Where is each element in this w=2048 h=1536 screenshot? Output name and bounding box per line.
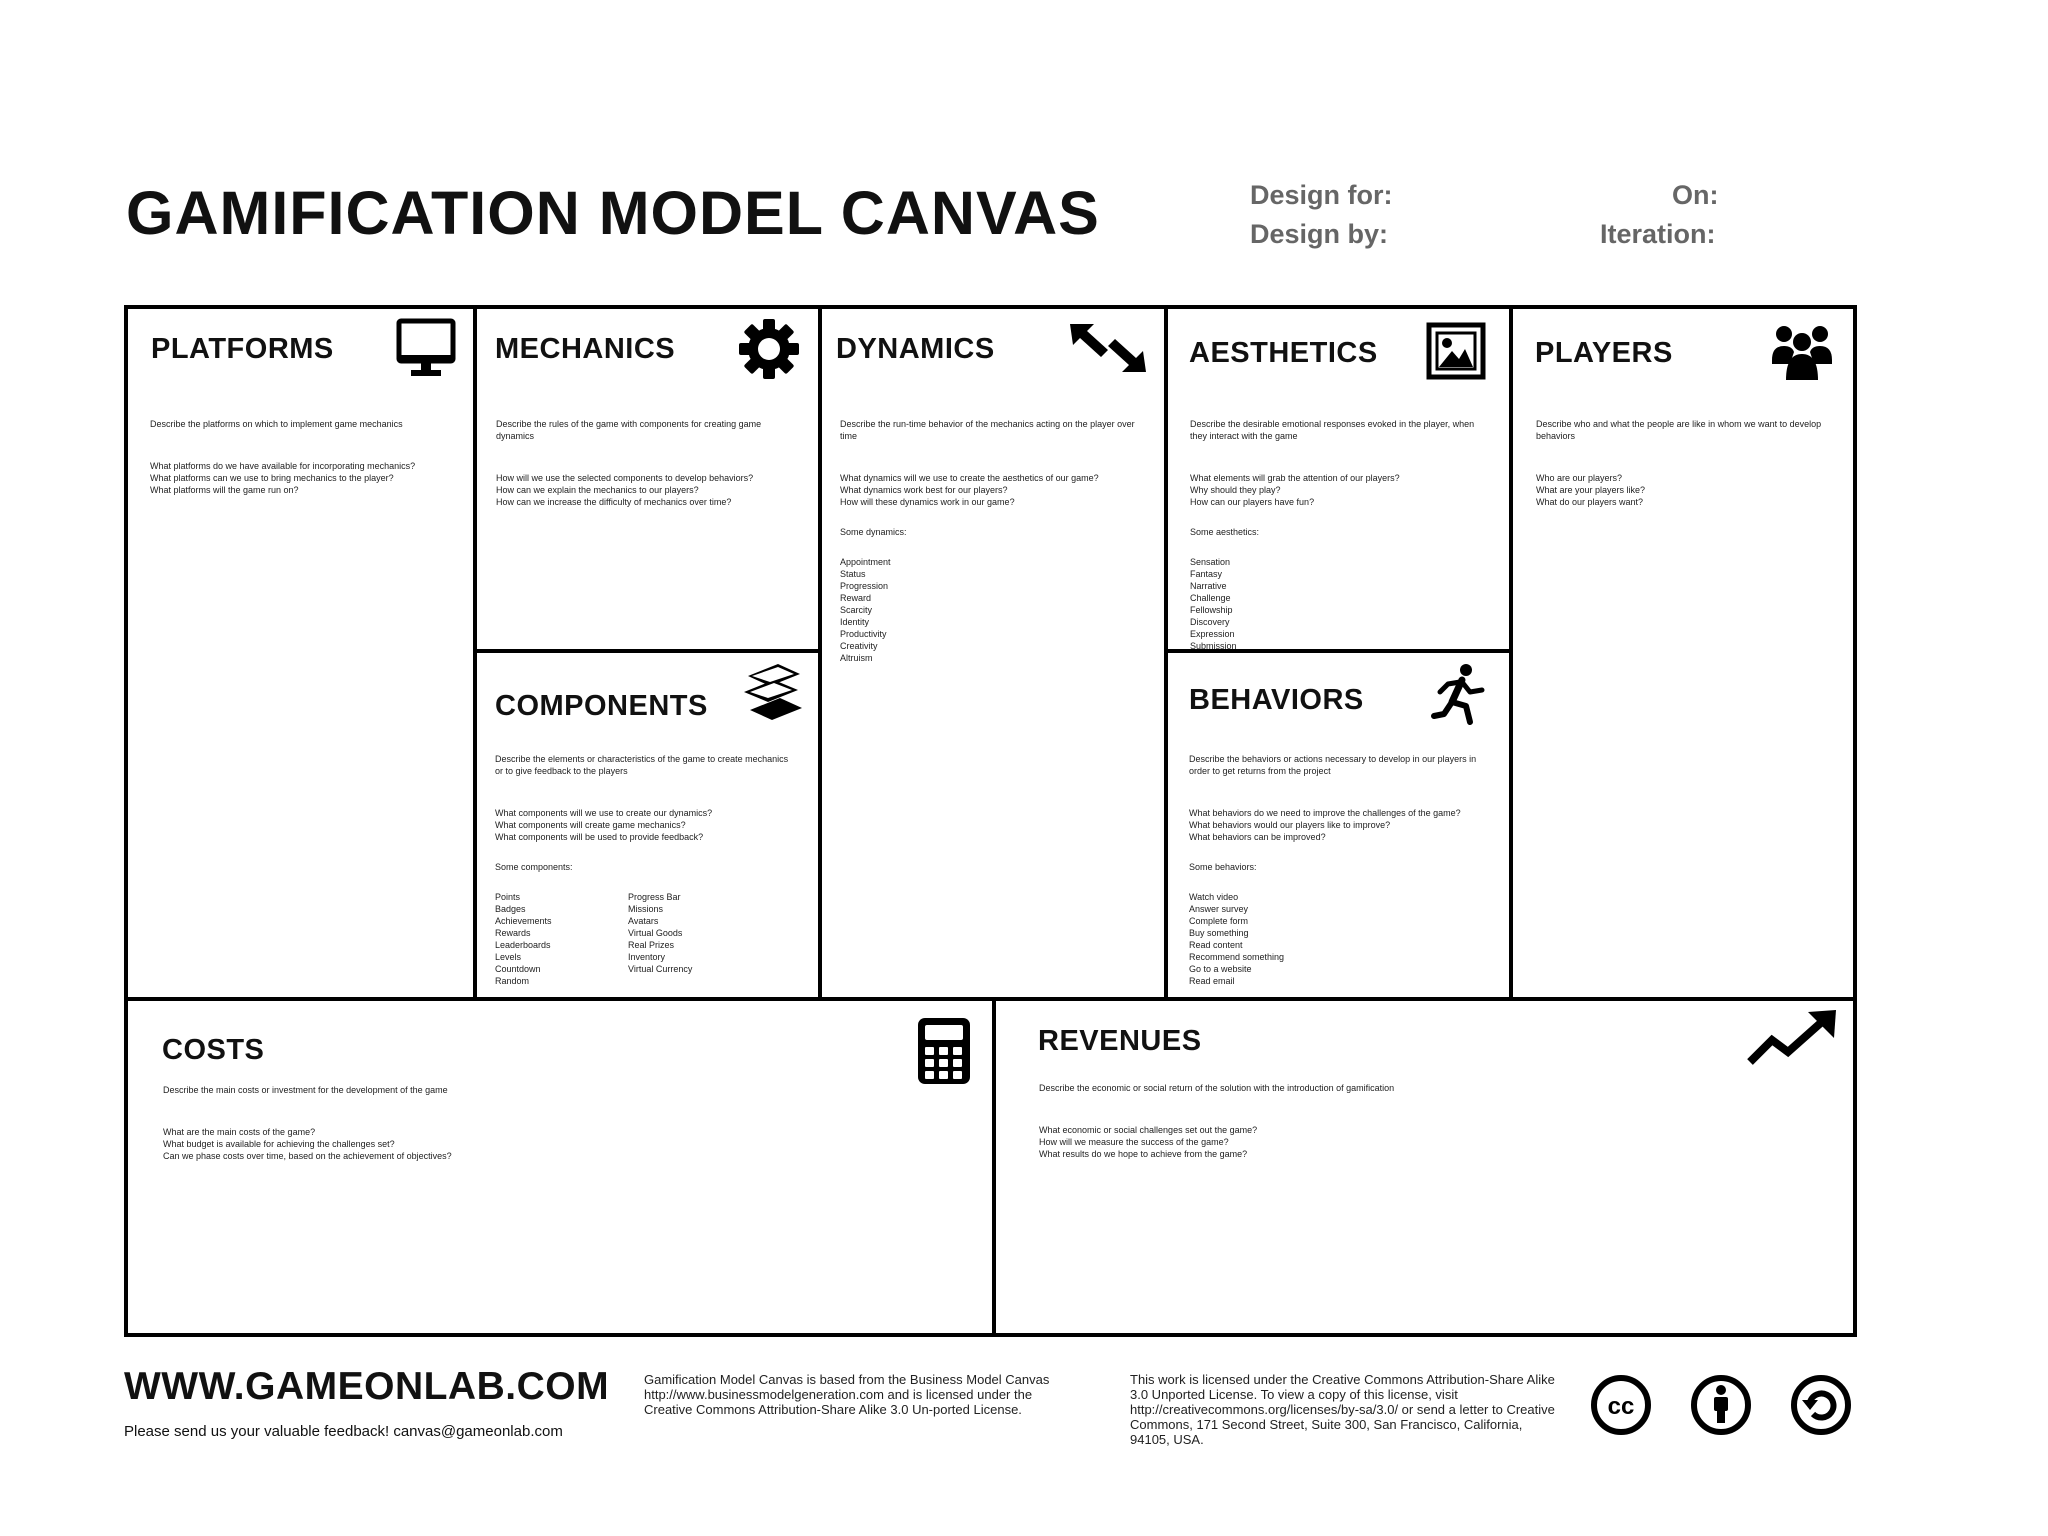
components-desc-text: Describe the elements or characteristics of the game to create mechanics or to give feedback to the players [495, 754, 789, 776]
players-title: PLAYERS [1535, 337, 1673, 369]
revenues-title: REVENUES [1038, 1025, 1202, 1057]
arrows-icon [1068, 320, 1148, 376]
mechanics-desc-text: Describe the rules of the game with components for creating game dynamics [496, 419, 762, 441]
dynamics-question: How will these dynamics work in our game? [840, 497, 1015, 507]
list-item: Status [840, 569, 866, 579]
picture-icon [1426, 322, 1486, 380]
list-item: Read email [1189, 976, 1235, 986]
list-item: Answer survey [1189, 904, 1249, 914]
page-title: GAMIFICATION MODEL CANVAS [126, 179, 1100, 247]
list-item: Leaderboards [495, 940, 551, 950]
players-description [1536, 418, 1826, 526]
share-alike-icon [1790, 1374, 1852, 1436]
attribution-icon [1690, 1374, 1752, 1436]
list-item: Progress Bar [628, 892, 681, 902]
mechanics-description [496, 418, 796, 526]
players-desc-text: Describe who and what the people are like in whom we want to develop behaviors [1536, 419, 1822, 441]
dynamics-question: What dynamics will we use to create the aesthetics of our game? [840, 473, 1099, 483]
on-label: On: [1672, 180, 1719, 210]
design-by-label: Design by: [1250, 219, 1389, 249]
gear-icon [738, 318, 800, 380]
list-item: Virtual Currency [628, 964, 693, 974]
components-list-b [628, 891, 692, 987]
components-question: What components will be used to provide feedback? [495, 832, 704, 842]
cc-label: cc [1607, 1393, 1635, 1420]
costs-desc-text: Describe the main costs or investment for the development of the game [163, 1085, 448, 1095]
list-item: Real Prizes [628, 940, 675, 950]
behaviors-question: What behaviors do we need to improve the challenges of the game? [1189, 808, 1461, 818]
components-list-a [495, 891, 628, 987]
aesthetics-list [1190, 556, 1490, 652]
trend-up-icon [1746, 1008, 1838, 1068]
components-question: What components will we use to create our dynamics? [495, 808, 713, 818]
components-question: What components will create game mechanics? [495, 820, 686, 830]
site-url-link[interactable]: WWW.GAMEONLAB.COM [124, 1365, 610, 1408]
platforms-question: What platforms can we use to bring mechanics to the player? [150, 473, 394, 483]
list-item: Progression [840, 581, 889, 591]
list-item: Inventory [628, 952, 666, 962]
behaviors-desc-text: Describe the behaviors or actions necessary to develop in our players in order to get returns from the project [1189, 754, 1477, 776]
list-item: Levels [495, 952, 522, 962]
platforms-desc-text: Describe the platforms on which to implement game mechanics [150, 419, 403, 429]
platforms-question: What platforms do we have available for incorporating mechanics? [150, 461, 416, 471]
list-item: Recommend something [1189, 952, 1285, 962]
platforms-title: PLATFORMS [151, 333, 334, 365]
components-title: COMPONENTS [495, 690, 708, 722]
list-item: Watch video [1189, 892, 1239, 902]
list-item: Scarcity [840, 605, 873, 615]
aesthetics-question: How can our players have fun? [1190, 497, 1315, 507]
list-item: Virtual Goods [628, 928, 683, 938]
list-item: Rewards [495, 928, 531, 938]
dynamics-description [840, 418, 1140, 664]
list-item: Sensation [1190, 557, 1231, 567]
costs-question: What are the main costs of the game? [163, 1127, 316, 1137]
aesthetics-question: Why should they play? [1190, 485, 1281, 495]
dynamics-list [840, 556, 1140, 664]
list-item: Go to a website [1189, 964, 1252, 974]
list-item: Missions [628, 904, 664, 914]
list-item: Avatars [628, 916, 659, 926]
mechanics-question: How can we increase the difficulty of mechanics over time? [496, 497, 732, 507]
list-item: Random [495, 976, 530, 986]
list-item: Submission [1190, 641, 1237, 651]
behaviors-list-label: Some behaviors: [1189, 862, 1257, 872]
list-item: Complete form [1189, 916, 1249, 926]
list-item: Achievements [495, 916, 552, 926]
list-item: Expression [1190, 629, 1235, 639]
list-item: Appointment [840, 557, 891, 567]
costs-question: Can we phase costs over time, based on the achievement of objectives? [163, 1151, 452, 1161]
revenues-question: What results do we hope to achieve from the game? [1039, 1149, 1248, 1159]
revenues-desc-text: Describe the economic or social return of the solution with the introduction of gamification [1039, 1083, 1395, 1093]
players-question: What are your players like? [1536, 485, 1646, 495]
divider [1509, 309, 1513, 997]
players-question: Who are our players? [1536, 473, 1623, 483]
list-item: Altruism [840, 653, 873, 663]
aesthetics-desc-text: Describe the desirable emotional responses evoked in the player, when they interact with the game [1190, 419, 1475, 441]
feedback-text: Please send us your valuable feedback! canvas@gameonlab.com [124, 1423, 563, 1440]
divider [473, 649, 822, 653]
revenues-question: How will we measure the success of the game? [1039, 1137, 1229, 1147]
platforms-question: What platforms will the game run on? [150, 485, 299, 495]
behaviors-question: What behaviors can be improved? [1189, 832, 1326, 842]
dynamics-list-label: Some dynamics: [840, 527, 907, 537]
revenues-description [1039, 1082, 1459, 1178]
stack-icon [742, 662, 804, 728]
list-item: Challenge [1190, 593, 1231, 603]
dynamics-title: DYNAMICS [836, 333, 995, 365]
attribution-text: Gamification Model Canvas is based from the Business Model Canvas http://www.businessmodelgeneration.com and is licensed under the Creative Commons Attribution-Share Alike 3.0 Un-ported License. [644, 1372, 1050, 1417]
aesthetics-description [1190, 418, 1490, 652]
aesthetics-title: AESTHETICS [1189, 337, 1378, 369]
design-for-label: Design for: [1250, 180, 1393, 210]
monitor-icon [396, 318, 456, 380]
running-man-icon [1430, 662, 1492, 726]
list-item: Reward [840, 593, 872, 603]
divider [128, 997, 1853, 1001]
list-item: Badges [495, 904, 526, 914]
list-item: Productivity [840, 629, 887, 639]
behaviors-list [1189, 891, 1489, 987]
players-question: What do our players want? [1536, 497, 1644, 507]
aesthetics-question: What elements will grab the attention of our players? [1190, 473, 1400, 483]
list-item: Fantasy [1190, 569, 1223, 579]
iteration-label: Iteration: [1600, 219, 1716, 249]
mechanics-title: MECHANICS [495, 333, 676, 365]
list-item: Narrative [1190, 581, 1227, 591]
divider [1164, 309, 1168, 997]
divider [473, 309, 477, 997]
costs-question: What budget is available for achieving the challenges set? [163, 1139, 395, 1149]
dynamics-desc-text: Describe the run-time behavior of the mechanics acting on the player over time [840, 419, 1135, 441]
list-item: Buy something [1189, 928, 1249, 938]
mechanics-question: How will we use the selected components to develop behaviors? [496, 473, 754, 483]
list-item: Creativity [840, 641, 878, 651]
costs-description [163, 1084, 583, 1180]
divider [992, 997, 996, 1333]
aesthetics-list-label: Some aesthetics: [1190, 527, 1260, 537]
divider [818, 309, 822, 997]
license-text: This work is licensed under the Creative Commons Attribution-Share Alike 3.0 Unported License. To view a copy of this license, visit http://creativecommons.org/licenses/by-sa/3.0/ or send a letter to Creative Commons, 171 Second Street, Suite 300, San Francisco, California, 94105, USA. [1130, 1372, 1555, 1447]
behaviors-question: What behaviors would our players like to improve? [1189, 820, 1391, 830]
mechanics-question: How can we explain the mechanics to our players? [496, 485, 699, 495]
revenues-question: What economic or social challenges set out the game? [1039, 1125, 1258, 1135]
behaviors-description [1189, 753, 1489, 987]
list-item: Points [495, 892, 521, 902]
calculator-icon [916, 1016, 972, 1086]
platforms-description [150, 418, 450, 514]
list-item: Fellowship [1190, 605, 1233, 615]
dynamics-question: What dynamics work best for our players? [840, 485, 1008, 495]
people-icon [1770, 320, 1834, 382]
components-list-label: Some components: [495, 862, 573, 872]
list-item: Identity [840, 617, 870, 627]
list-item: Discovery [1190, 617, 1230, 627]
costs-title: COSTS [162, 1034, 265, 1066]
list-item: Read content [1189, 940, 1243, 950]
components-description [495, 753, 795, 987]
cc-icon [1590, 1374, 1652, 1436]
list-item: Countdown [495, 964, 541, 974]
behaviors-title: BEHAVIORS [1189, 684, 1364, 716]
